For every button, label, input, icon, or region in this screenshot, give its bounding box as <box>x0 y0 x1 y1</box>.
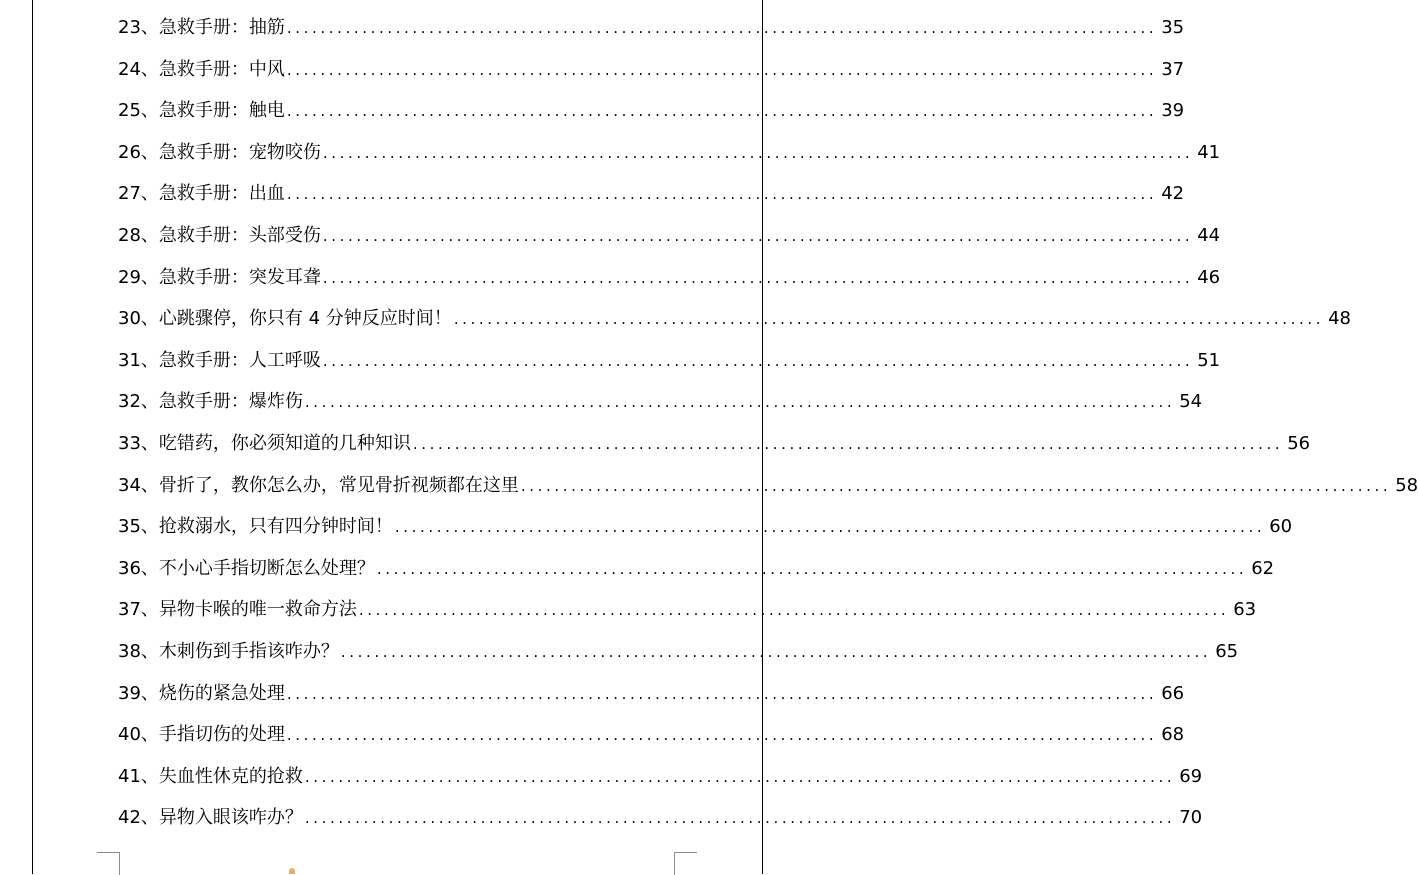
toc-entry[interactable] <box>118 589 1257 631</box>
toc-entry[interactable] <box>118 797 1203 839</box>
toc-entry-page-number: 46 <box>1197 266 1221 288</box>
toc-entry-page-number: 54 <box>1179 391 1203 413</box>
toc-entry[interactable] <box>118 215 1221 257</box>
toc-entry-page-number: 60 <box>1269 516 1293 538</box>
toc-dot-leader: ........................................................................................................ <box>286 102 1158 121</box>
toc-entry-page-number: 42 <box>1161 183 1185 205</box>
toc-entry-title: 25、急救手册：触电 <box>118 100 285 122</box>
toc-dot-leader: ........................................................................................................ <box>322 351 1194 370</box>
toc-entry-title: 40、手指切伤的处理 <box>118 724 285 746</box>
page-accent-mark <box>289 868 295 874</box>
toc-dot-leader: ........................................................................................................ <box>322 226 1194 245</box>
toc-entry-title: 37、异物卡喉的唯一救命方法 <box>118 599 357 621</box>
toc-dot-leader: ........................................................................................................ <box>304 393 1176 412</box>
toc-entry-page-number: 51 <box>1197 349 1221 371</box>
toc-entry[interactable] <box>118 631 1239 673</box>
toc-entry-title: 41、失血性休克的抢救 <box>118 765 303 787</box>
page-margin-corner-mark-left <box>97 852 120 875</box>
toc-entry[interactable] <box>118 506 1293 548</box>
toc-entry[interactable] <box>118 173 1185 215</box>
toc-entry-title: 35、抢救溺水，只有四分钟时间！ <box>118 516 393 538</box>
toc-entry-page-number: 39 <box>1161 100 1185 122</box>
toc-entry-title: 24、急救手册：中风 <box>118 58 285 80</box>
toc-dot-leader: ........................................................................................................ <box>304 809 1176 828</box>
toc-entry[interactable] <box>118 423 1311 465</box>
toc-entry-title: 30、心跳骤停，你只有 4 分钟反应时间！ <box>118 308 452 330</box>
toc-entry-page-number: 69 <box>1179 765 1203 787</box>
toc-entry-page-number: 65 <box>1215 640 1239 662</box>
toc-entry-title: 38、木刺伤到手指该咋办？ <box>118 640 339 662</box>
toc-entry-title: 34、骨折了，教你怎么办，常见骨折视频都在这里 <box>118 474 519 496</box>
toc-entry-page-number: 48 <box>1328 308 1351 330</box>
toc-entry[interactable] <box>118 465 1418 507</box>
toc-entry[interactable] <box>118 7 1185 49</box>
toc-entry-title: 42、异物入眼该咋办？ <box>118 807 303 829</box>
toc-dot-leader: ........................................................................................................ <box>412 434 1284 453</box>
toc-entry-title: 29、急救手册：突发耳聋 <box>118 266 321 288</box>
toc-entry-title: 36、不小心手指切断怎么处理？ <box>118 557 375 579</box>
toc-dot-leader: ........................................................................................................ <box>286 60 1158 79</box>
toc-entry[interactable] <box>118 298 1351 340</box>
toc-entry-title: 33、吃错药，你必须知道的几种知识 <box>118 432 411 454</box>
toc-dot-leader: ........................................................................................................ <box>304 767 1176 786</box>
toc-dot-leader: ........................................................................................................ <box>376 559 1248 578</box>
toc-entry-page-number: 56 <box>1287 432 1311 454</box>
toc-dot-leader: ........................................................................................................ <box>286 726 1158 745</box>
toc-entry[interactable] <box>118 340 1221 382</box>
toc-dot-leader: ........................................................................................................ <box>394 518 1266 537</box>
toc-entry-page-number: 44 <box>1197 224 1221 246</box>
toc-entry-page-number: 37 <box>1161 58 1185 80</box>
toc-dot-leader: ........................................................................................................ <box>520 476 1392 495</box>
toc-entry[interactable] <box>118 49 1185 91</box>
toc-dot-leader: ........................................................................................................ <box>286 684 1158 703</box>
toc-entry[interactable] <box>118 714 1185 756</box>
toc-entry-page-number: 63 <box>1233 599 1257 621</box>
toc-dot-leader: ........................................................................................................ <box>286 185 1158 204</box>
toc-entry[interactable] <box>118 548 1275 590</box>
toc-entry-title: 27、急救手册：出血 <box>118 183 285 205</box>
table-of-contents <box>118 7 1418 839</box>
toc-entry-page-number: 66 <box>1161 682 1185 704</box>
toc-entry-page-number: 68 <box>1161 724 1185 746</box>
toc-dot-leader: ........................................................................................................ <box>286 19 1158 37</box>
toc-dot-leader: ........................................................................................................ <box>340 642 1212 661</box>
toc-entry-title: 39、烧伤的紧急处理 <box>118 682 285 704</box>
toc-entry-title: 23、急救手册：抽筋 <box>118 17 285 38</box>
toc-entry-page-number: 41 <box>1197 141 1221 163</box>
toc-entry-title: 26、急救手册：宠物咬伤 <box>118 141 321 163</box>
toc-entry[interactable] <box>118 132 1221 174</box>
toc-entry[interactable] <box>118 90 1185 132</box>
toc-entry-page-number: 58 <box>1395 474 1418 496</box>
toc-entry-page-number: 62 <box>1251 557 1275 579</box>
toc-entry[interactable] <box>118 673 1185 715</box>
toc-entry-title: 31、急救手册：人工呼吸 <box>118 349 321 371</box>
toc-dot-leader: ........................................................................................................ <box>358 601 1230 620</box>
toc-dot-leader: ........................................................................................................ <box>322 268 1194 287</box>
toc-entry[interactable] <box>118 257 1221 299</box>
toc-entry-title: 32、急救手册：爆炸伤 <box>118 391 303 413</box>
toc-dot-leader: ........................................................................................................ <box>453 310 1325 329</box>
toc-entry-title: 28、急救手册：头部受伤 <box>118 224 321 246</box>
toc-entry[interactable] <box>118 381 1203 423</box>
page-margin-corner-mark-right <box>674 852 697 875</box>
toc-entry-page-number: 70 <box>1179 807 1203 829</box>
toc-dot-leader: ........................................................................................................ <box>322 143 1194 162</box>
toc-entry[interactable] <box>118 756 1203 798</box>
toc-entry-page-number: 35 <box>1161 17 1185 38</box>
